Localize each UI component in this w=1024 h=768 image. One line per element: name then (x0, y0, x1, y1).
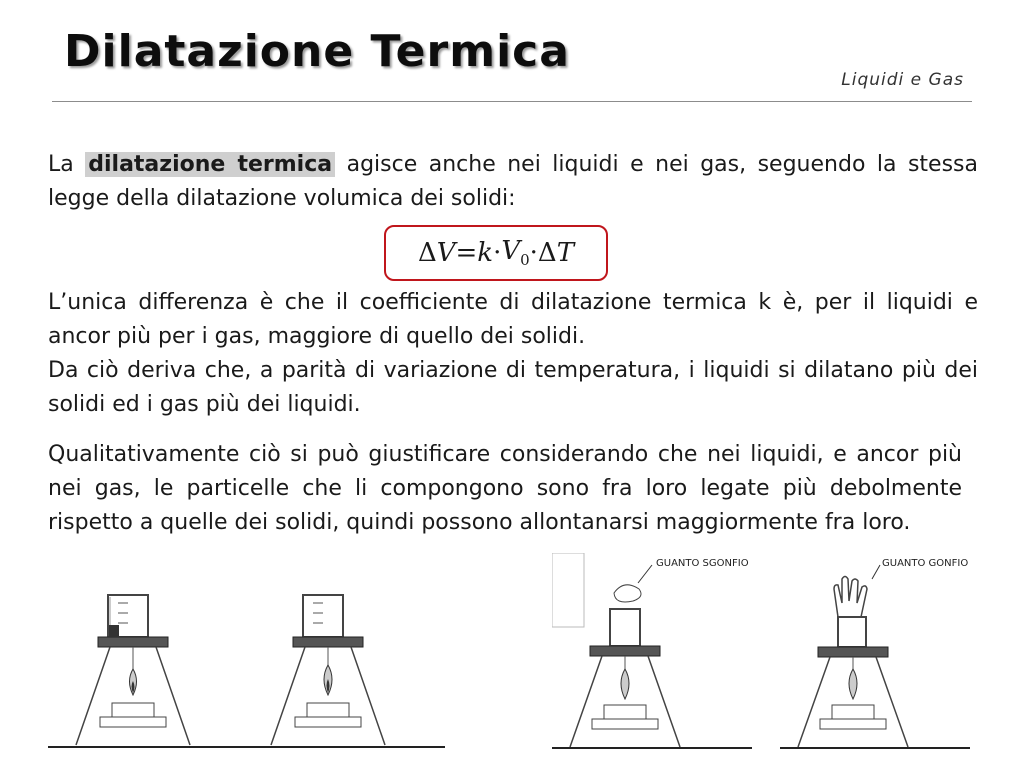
difference-text: L’unica differenza è che il coefficiente di dilatazione termica k è, per il liquidi e ancor più per i gas, maggiore di quello dei solidi. (48, 290, 978, 349)
slide-title: Dilatazione Termica (64, 26, 570, 77)
consequence-text: Da ciò deriva che, a parità di variazione di temperatura, i liquidi si dilatano più dei solidi ed i gas più dei liquidi. (48, 358, 978, 417)
formula-dot-2: · (529, 238, 538, 268)
difference-paragraph (48, 286, 978, 422)
beaker-hot-illustration (245, 585, 445, 750)
intro-text-start: La (48, 152, 86, 177)
intro-paragraph (48, 148, 978, 216)
formula-k: k (477, 238, 494, 268)
formula-dot-1: · (493, 238, 502, 268)
label-deflated-glove: GUANTO SGONFIO (656, 558, 749, 569)
formula-equals: = (455, 238, 478, 268)
slide-subtitle: Liquidi e Gas (841, 70, 964, 90)
formula-v0: $V_0$ (501, 236, 530, 270)
explanation-paragraph: Qualitativamente ciò si può giustificare considerando che nei liquidi, e ancor più nei gas, le particelle che li compongono sono fra loro legate più debolmente rispetto a quelle dei solidi, quindi possono allontanarsi maggiormente fra loro. (48, 442, 962, 535)
formula-box (384, 225, 608, 281)
formula-delta-v: ΔV (417, 238, 456, 268)
inflated-glove-illustration (780, 553, 970, 750)
intro-text-end: agisce anche nei liquidi e nei gas, seguendo la stessa legge della dilatazione volumica dei solidi: (48, 152, 978, 211)
label-inflated-glove: GUANTO GONFIO (882, 558, 969, 569)
formula-delta-t: ΔT (537, 238, 575, 268)
beaker-cold-illustration (48, 585, 248, 750)
deflated-glove-illustration (552, 553, 752, 750)
title-divider (52, 101, 972, 102)
highlight-term: dilatazione termica (85, 152, 335, 177)
